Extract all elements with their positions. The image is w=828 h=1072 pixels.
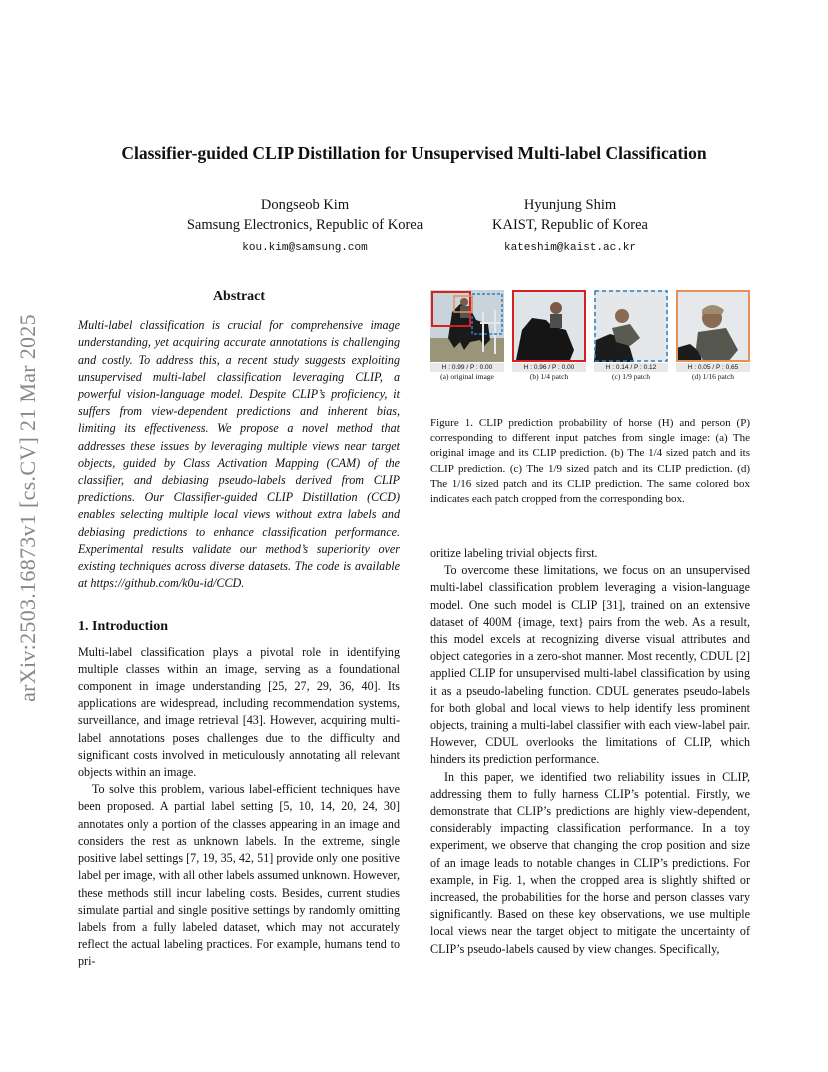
subfigure-label: (c) 1/9 patch — [612, 372, 650, 381]
figure-1 — [430, 290, 750, 507]
subfigure-label: (d) 1/16 patch — [691, 372, 735, 381]
paper-title: Classifier-guided CLIP Distillation for Unsupervised Multi-label Classification — [121, 143, 707, 163]
intro-paragraph-5: In this paper, we identified two reliability issues in CLIP, addressing them to fully harness CLIP’s potential. Firstly, we demonstrate that CLIP’s predictions are highly view-dependent, considerably impacting classification performance. In a toy experiment, we observe that changing the crop position and size of an image leads to notable changes in CLIP’s predictions. For example, in Fig. 1, when the cropped area is slightly shifted or increased, the probabilities for the horse and person classes vary significantly. Based on these key observations, we use multiple local views near the target object to mitigate the uncertainty of CLIP’s pseudo-labels caused by view changes. Specifically, — [430, 769, 750, 956]
left-column — [78, 288, 400, 971]
abstract-text: Multi-label classification is crucial for comprehensive image understanding, yet acquiring accurate annotations is challenging and costly. To address this, a recent study suggests exploiting unsupervised multi-label classification leveraging CLIP, a powerful vision-language model. Despite CLIP’s proficiency, it suffers from view-dependent predictions and inherent bias, limiting its effectiveness. We propose a novel method that addresses these issues by leveraging multiple views near target objects, guided by Class Activation Mapping (CAM) of the classifier, and debiasing pseudo-labels derived from CLIP predictions. Our Classifier-guided CLIP Distillation (CCD) enables selecting multiple local views without extra labels and debiasing predictions to enhance classification performance. Experimental results validate our method’s superiority over existing techniques across diverse datasets. The code is available at https://github.com/k0u-id/CCD. — [78, 318, 400, 591]
prediction-score: H : 0.14 / P : 0.12 — [594, 363, 668, 372]
figure-panel-d — [676, 290, 750, 382]
abstract-heading: Abstract — [212, 289, 266, 304]
arxiv-stamp — [8, 300, 48, 720]
section-heading: 1. Introduction — [78, 619, 168, 635]
horse-rider-photo — [430, 290, 504, 362]
author-block-1 — [150, 195, 460, 258]
subfigure-label: (a) original image — [440, 372, 494, 381]
figure-caption: Figure 1. CLIP prediction probability of horse (H) and person (P) corresponding to different input patches from single image: (a) The original image and its CLIP prediction. (b) The 1/4 sized patch and its CLIP prediction. (c) The 1/9 sized patch and its CLIP prediction. (d) The 1/16 sized patch and its CLIP prediction. The same colored box indicates each patch cropped from the corresponding box. — [430, 417, 750, 506]
patch-quarter-photo — [512, 290, 586, 362]
author-block-2 — [440, 195, 700, 258]
figure-panel-b — [512, 290, 586, 382]
prediction-score: H : 0.99 / P : 0.00 — [430, 363, 504, 372]
author-name: Dongseob Kim — [260, 197, 350, 213]
figure-panels — [430, 290, 750, 382]
author-email[interactable]: kateshim@kaist.ac.kr — [503, 242, 637, 254]
author-affiliation: Samsung Electronics, Republic of Korea — [186, 217, 424, 233]
author-name: Hyunjung Shim — [523, 197, 617, 213]
right-column — [430, 545, 750, 958]
intro-paragraph-3: oritize labeling trivial objects first. — [430, 546, 598, 560]
patch-ninth-photo — [594, 290, 668, 362]
arxiv-id[interactable]: arXiv:2503.16873v1 [cs.CV] 21 Mar 2025 — [15, 314, 40, 702]
figure-panel-a — [430, 290, 504, 382]
intro-paragraph-1: Multi-label classification plays a pivotal role in identifying multiple classes within an image, serving as a foundational component in image understanding [25, 27, 29, 36, 40]. Its applications are widespread, including recommendation systems, surveillance, and image retrieval [43]. However, acquiring multi-label annotations poses challenges due to the difficulty and significant costs involved in meticulously annotating all relevant objects within an image. — [78, 644, 400, 780]
patch-sixteenth-photo — [676, 290, 750, 362]
intro-paragraph-4: To overcome these limitations, we focus on an unsupervised multi-label classification problem leveraging a vision-language model. One such model is CLIP [31], trained on an extensive dataset of 400M {image, text} pairs from the web. As a result, this model excels at recognizing diverse visual attributes and object categories in a zero-shot manner. Most recently, CDUL [2] applied CLIP for unsupervised multi-label classification by using it as a pseudo-labeling function. CDUL generates pseudo-labels for both global and local views to help identify less prominent objects, training a multi-label classifier with each view-label pair. However, CDUL overlooks the limitations of CLIP, which hinders its prediction performance. — [430, 563, 750, 767]
author-affiliation: KAIST, Republic of Korea — [492, 217, 648, 233]
intro-paragraph-2: To solve this problem, various label-efficient techniques have been proposed. A partial label setting [5, 10, 14, 20, 24, 30] annotates only a portion of the classes appearing in an image and considers the rest as unknown labels. In the extreme, single positive label settings [7, 19, 35, 42, 51] provide only one positive label per image, with all other labels assumed unknown. However, these methods still incur labeling costs. Besides, current studies simulate partial and single positive settings by randomly omitting labels from a fully labeled dataset, which may not accurately reflect the actual labeling practices. For example, humans tend to pri- — [78, 782, 400, 969]
figure-panel-c — [594, 290, 668, 382]
subfigure-label: (b) 1/4 patch — [529, 372, 569, 381]
author-email[interactable]: kou.kim@samsung.com — [242, 242, 368, 254]
prediction-score: H : 0.05 / P : 0.65 — [676, 363, 750, 372]
prediction-score: H : 0.96 / P : 0.00 — [512, 363, 586, 372]
